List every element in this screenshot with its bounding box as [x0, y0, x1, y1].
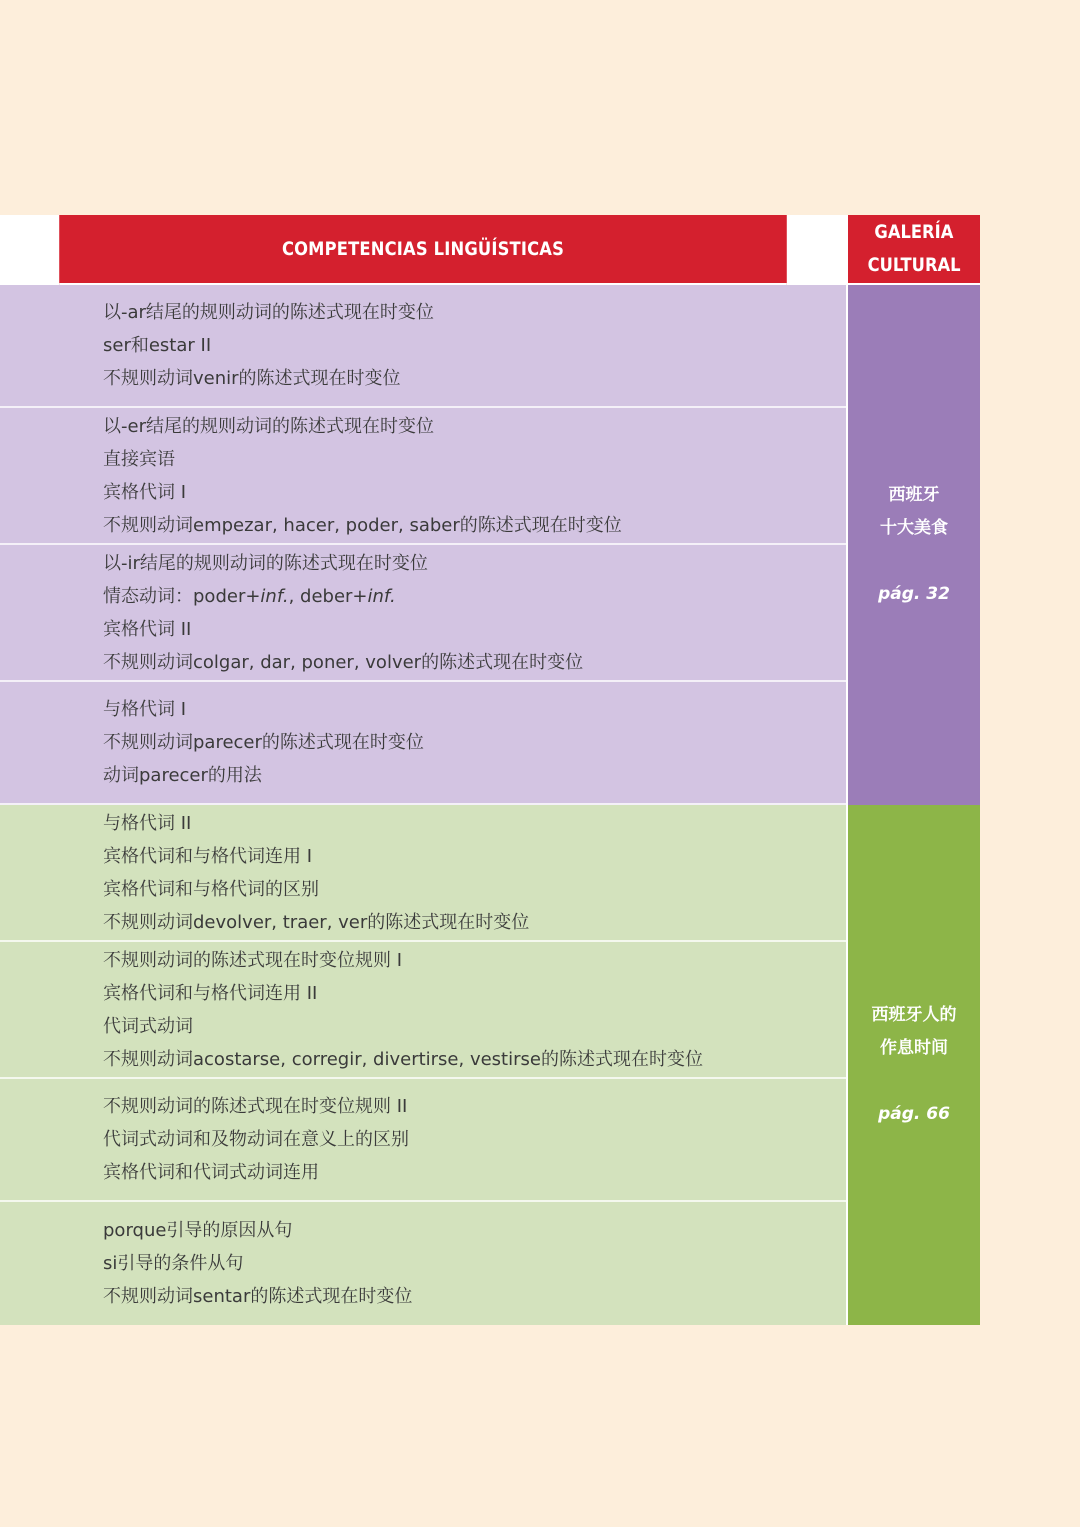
unit-block [0, 805, 980, 1325]
lesson-row [0, 408, 846, 545]
lesson-row [0, 682, 846, 805]
lesson-row [0, 1079, 846, 1202]
culture-title-line2: 作息时间 [880, 1038, 948, 1058]
culture-title-line1: 西班牙 [888, 485, 940, 505]
lesson-row [0, 285, 846, 408]
topic-line: 直接宾语 [103, 448, 175, 470]
topic-line: 与格代词 II [103, 812, 192, 834]
topic-line: porque引导的原因从句 [103, 1220, 293, 1241]
topic-line: 代词式动词和及物动词在意义上的区别 [103, 1129, 409, 1150]
header-galeria-line1: GALERÍA [874, 221, 954, 243]
culture-title-line1: 西班牙人的 [871, 1005, 957, 1025]
topic-line: 以-ar结尾的规则动词的陈述式现在时变位 [103, 302, 434, 323]
topic-line: 不规则动词sentar的陈述式现在时变位 [103, 1286, 413, 1307]
table-header [0, 215, 980, 285]
header-competencias: COMPETENCIAS LINGÜÍSTICAS [59, 215, 787, 285]
topic-line: 不规则动词的陈述式现在时变位规则 I [103, 949, 403, 971]
topic-line: 不规则动词colgar, dar, poner, volver的陈述式现在时变位 [103, 651, 584, 673]
lesson-row [0, 1202, 846, 1325]
culture-cell [848, 805, 980, 1325]
topic-line: 以-ir结尾的规则动词的陈述式现在时变位 [103, 552, 428, 574]
topic-line: ser和estar II [103, 335, 212, 356]
unit-rows [0, 805, 846, 1325]
topic-line: 宾格代词和与格代词连用 I [103, 845, 313, 867]
topic-line: 不规则动词venir的陈述式现在时变位 [103, 368, 401, 389]
syllabus-table [0, 215, 980, 1325]
unit-rows [0, 285, 846, 805]
header-galeria-line2: CULTURAL [867, 254, 961, 276]
topic-line: si引导的条件从句 [103, 1253, 244, 1274]
topic-line: 不规则动词empezar, hacer, poder, saber的陈述式现在时变位 [103, 514, 622, 536]
topic-line: 宾格代词 II [103, 618, 192, 640]
lesson-row [0, 545, 846, 682]
topic-line: 不规则动词devolver, traer, ver的陈述式现在时变位 [103, 911, 530, 933]
topic-line: 动词parecer的用法 [103, 765, 262, 786]
topic-line: 宾格代词 I [103, 481, 187, 503]
topic-line: 代词式动词 [103, 1015, 193, 1037]
topic-line: 以-er结尾的规则动词的陈述式现在时变位 [103, 415, 434, 437]
unit-block [0, 285, 980, 805]
lesson-row [0, 942, 846, 1079]
topic-line: 不规则动词parecer的陈述式现在时变位 [103, 732, 424, 753]
topic-line: 宾格代词和代词式动词连用 [103, 1162, 319, 1183]
header-galeria [848, 215, 980, 285]
lesson-row [0, 805, 846, 942]
topic-line: 不规则动词acostarse, corregir, divertirse, vestirse的陈述式现在时变位 [103, 1048, 703, 1070]
culture-cell [848, 285, 980, 805]
culture-page: pág. 66 [878, 1104, 950, 1124]
culture-page: pág. 32 [878, 584, 950, 604]
topic-line: 宾格代词和与格代词的区别 [103, 878, 319, 900]
topic-line: 宾格代词和与格代词连用 II [103, 982, 318, 1004]
topic-line: 与格代词 I [103, 699, 187, 720]
topic-line: 不规则动词的陈述式现在时变位规则 II [103, 1096, 408, 1117]
culture-title-line2: 十大美食 [880, 518, 948, 538]
topic-line: 情态动词：poder+inf., deber+inf. [103, 585, 396, 607]
